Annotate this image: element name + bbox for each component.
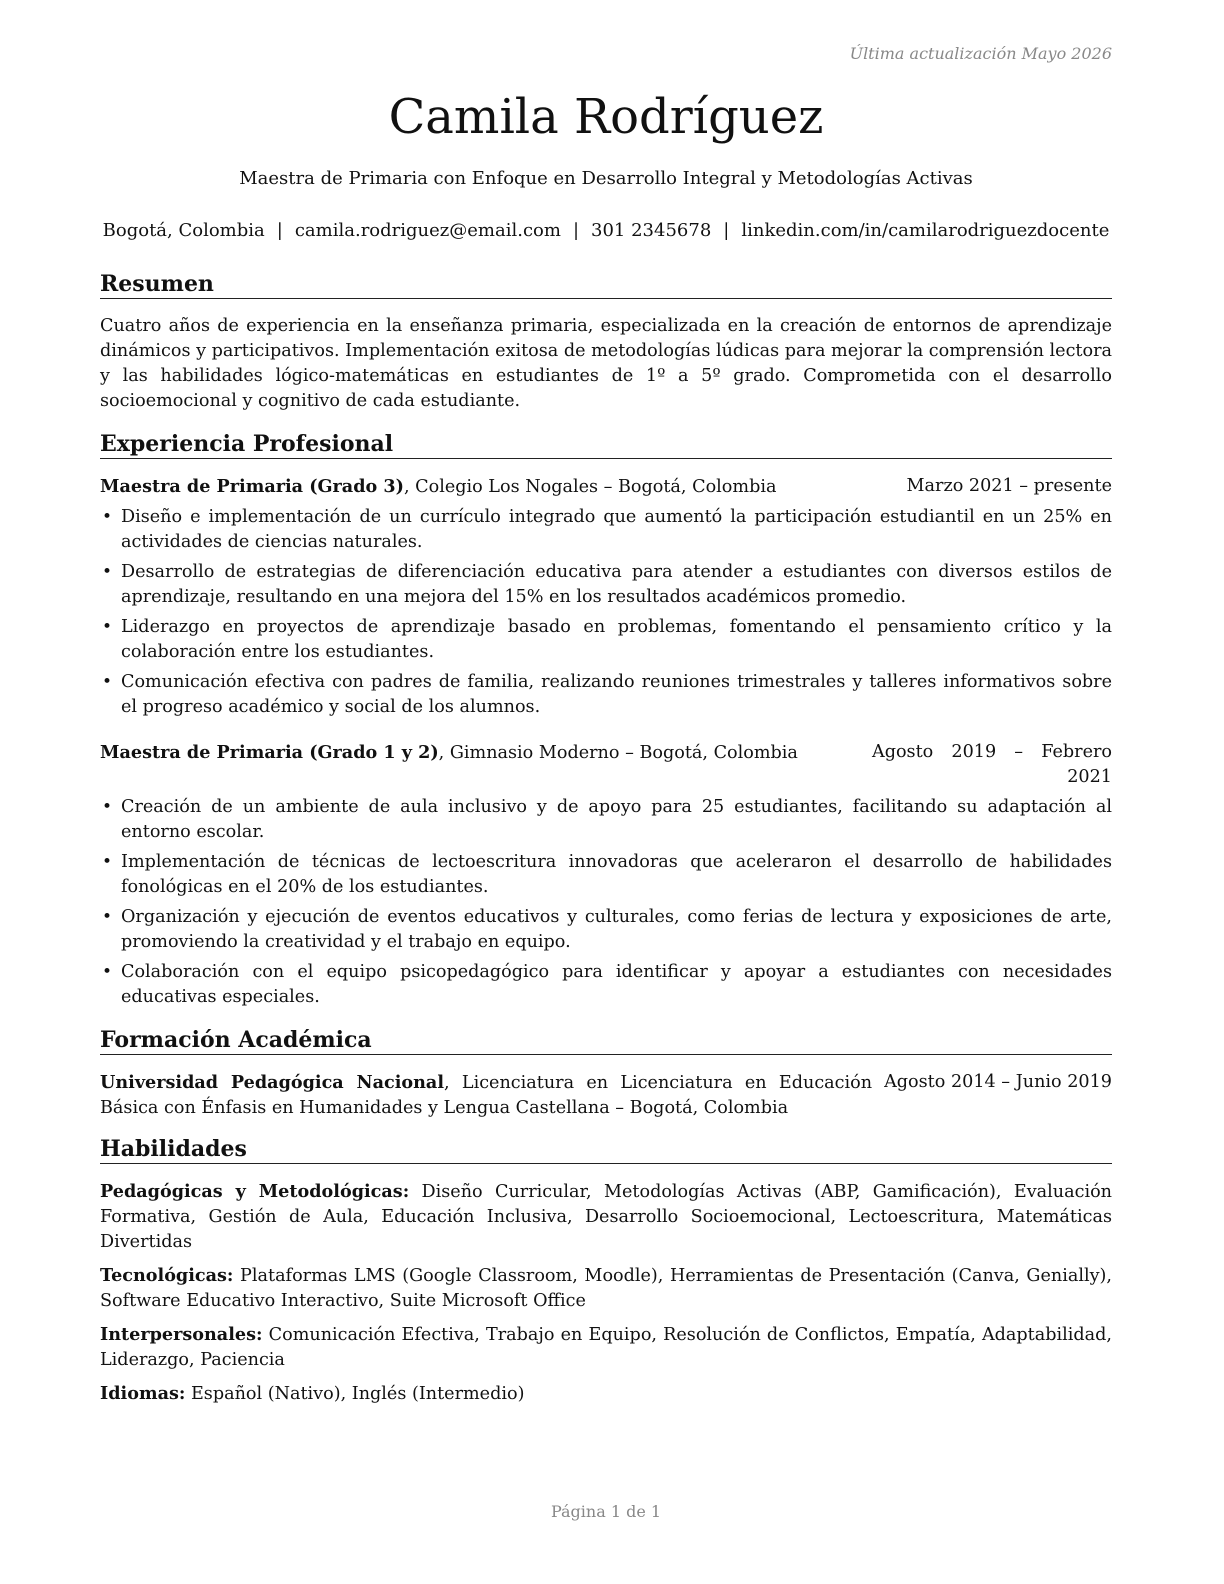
contact-phone: 301 2345678 — [591, 220, 712, 241]
job-entry — [100, 474, 1112, 720]
contact-separator: | — [723, 220, 730, 241]
list-item: • Liderazgo en proyectos de aprendizaje basado en problemas, fomentando el pensamiento crítico y la colaboración entre los estudiantes. — [102, 617, 1112, 662]
education-degree: , Licenciatura en Licenciatura en Educación Básica con Énfasis en Humanidades y Lengua Castellana – Bogotá, Colombia — [100, 1073, 873, 1118]
education-institution: Universidad Pedagógica Nacional — [100, 1072, 445, 1093]
list-item: • Desarrollo de estrategias de diferenciación educativa para atender a estudiantes con diversos estilos de aprendizaje, resultando en una mejora del 15% en los resultados académicos promedio. — [102, 562, 1112, 607]
list-item: • Colaboración con el equipo psicopedagógico para identificar y apoyar a estudiantes con necesidades educativas especiales. — [102, 962, 1112, 1007]
headline: Maestra de Primaria con Enfoque en Desarrollo Integral y Metodologías Activas — [239, 168, 973, 189]
job-role: Maestra de Primaria (Grado 3) — [100, 476, 404, 497]
section-title: Experiencia Profesional — [100, 430, 1112, 459]
education-dates: Agosto 2014 – Junio 2019 — [884, 1072, 1112, 1092]
skill-group — [100, 1263, 1112, 1314]
skill-text: Comunicación Efectiva, Trabajo en Equipo, Resolución de Conflictos, Empatía, Adaptabilidad, Liderazgo, Paciencia — [100, 1325, 1112, 1370]
bullet-icon: • — [102, 672, 113, 692]
job-role: Maestra de Primaria (Grado 1 y 2) — [100, 742, 439, 763]
resume-page — [100, 0, 1112, 1584]
list-item: • Creación de un ambiente de aula inclusivo y de apoyo para 25 estudiantes, facilitando su adaptación al entorno escolar. — [102, 797, 1112, 842]
bullet-icon: • — [102, 797, 113, 817]
skill-group — [100, 1381, 1112, 1407]
bullet-icon: • — [102, 852, 113, 872]
summary-text: Cuatro años de experiencia en la enseñanza primaria, especializada en la creación de entornos de aprendizaje dinámicos y participativos. Implementación exitosa de metodologías lúdicas para mejorar la comprensión lectora y las habilidades lógico-matemáticas en estudiantes de 1º a 5º grado. Comprometida con el desarrollo socioemocional y cognitivo de cada estudiante. — [100, 316, 1112, 411]
contact-line — [100, 219, 1112, 243]
education-section — [100, 1026, 1112, 1121]
job-place: , Gimnasio Moderno – Bogotá, Colombia — [438, 743, 798, 763]
list-item: • Implementación de técnicas de lectoescritura innovadoras que aceleraron el desarrollo de habilidades fonológicas en el 20% de los estudiantes. — [102, 852, 1112, 897]
summary-section — [100, 270, 1112, 414]
job-dates: Marzo 2021 – presente — [906, 476, 1112, 496]
skill-group — [100, 1179, 1112, 1255]
job-dates: Agosto 2019 – Febrero 2021 — [872, 742, 1112, 787]
skill-label: Idiomas: — [100, 1383, 186, 1404]
list-item: • Organización y ejecución de eventos educativos y culturales, como ferias de lectura y exposiciones de arte, promoviendo la creatividad y el trabajo en equipo. — [102, 907, 1112, 952]
job-bullets — [100, 795, 1112, 1010]
skills-section — [100, 1135, 1112, 1407]
candidate-name: Camila Rodríguez — [388, 89, 824, 145]
skill-text: Español (Nativo), Inglés (Intermedio) — [185, 1384, 525, 1404]
job-header — [100, 740, 1112, 790]
job-bullets — [100, 505, 1112, 720]
skill-text: Plataformas LMS (Google Classroom, Moodle), Herramientas de Presentación (Canva, Genially), Software Educativo Interactivo, Suite Microsoft Office — [100, 1266, 1112, 1311]
bullet-icon: • — [102, 617, 113, 637]
skill-label: Interpersonales: — [100, 1324, 263, 1345]
section-title: Formación Académica — [100, 1026, 1112, 1055]
experience-section — [100, 430, 1112, 1010]
education-entry — [100, 1070, 1112, 1121]
page-number: Página 1 de 1 — [550, 1502, 662, 1521]
skill-group — [100, 1322, 1112, 1373]
bullet-icon: • — [102, 507, 113, 527]
bullet-icon: • — [102, 907, 113, 927]
contact-linkedin[interactable]: linkedin.com/in/camilarodriguezdocente — [741, 220, 1110, 241]
skill-label: Pedagógicas y Metodológicas: — [100, 1181, 410, 1202]
skill-label: Tecnológicas: — [100, 1265, 234, 1286]
contact-separator: | — [572, 220, 580, 241]
job-place: , Colegio Los Nogales – Bogotá, Colombia — [403, 477, 777, 497]
list-item: • Diseño e implementación de un currículo integrado que aumentó la participación estudiantil en un 25% en actividades de ciencias naturales. — [102, 507, 1112, 552]
section-title: Resumen — [100, 270, 1112, 299]
bullet-icon: • — [102, 962, 113, 982]
bullet-icon: • — [102, 562, 113, 582]
section-title: Habilidades — [100, 1135, 1112, 1164]
skill-text: Diseño Curricular, Metodologías Activas (ABP, Gamificación), Evaluación Formativa, Gestión de Aula, Educación Inclusiva, Desarrollo Socioemocional, Lectoescritura, Matemáticas Divertidas — [100, 1182, 1112, 1252]
job-entry — [100, 740, 1112, 1010]
list-item: • Comunicación efectiva con padres de familia, realizando reuniones trimestrales y talleres informativos sobre el progreso académico y social de los alumnos. — [102, 672, 1112, 717]
contact-email[interactable]: camila.rodriguez@email.com — [294, 220, 561, 241]
contact-location: Bogotá, Colombia — [102, 220, 265, 241]
last-updated: Última actualización Mayo 2026 — [849, 44, 1112, 63]
contact-separator: | — [276, 220, 283, 241]
job-header — [100, 474, 1112, 500]
